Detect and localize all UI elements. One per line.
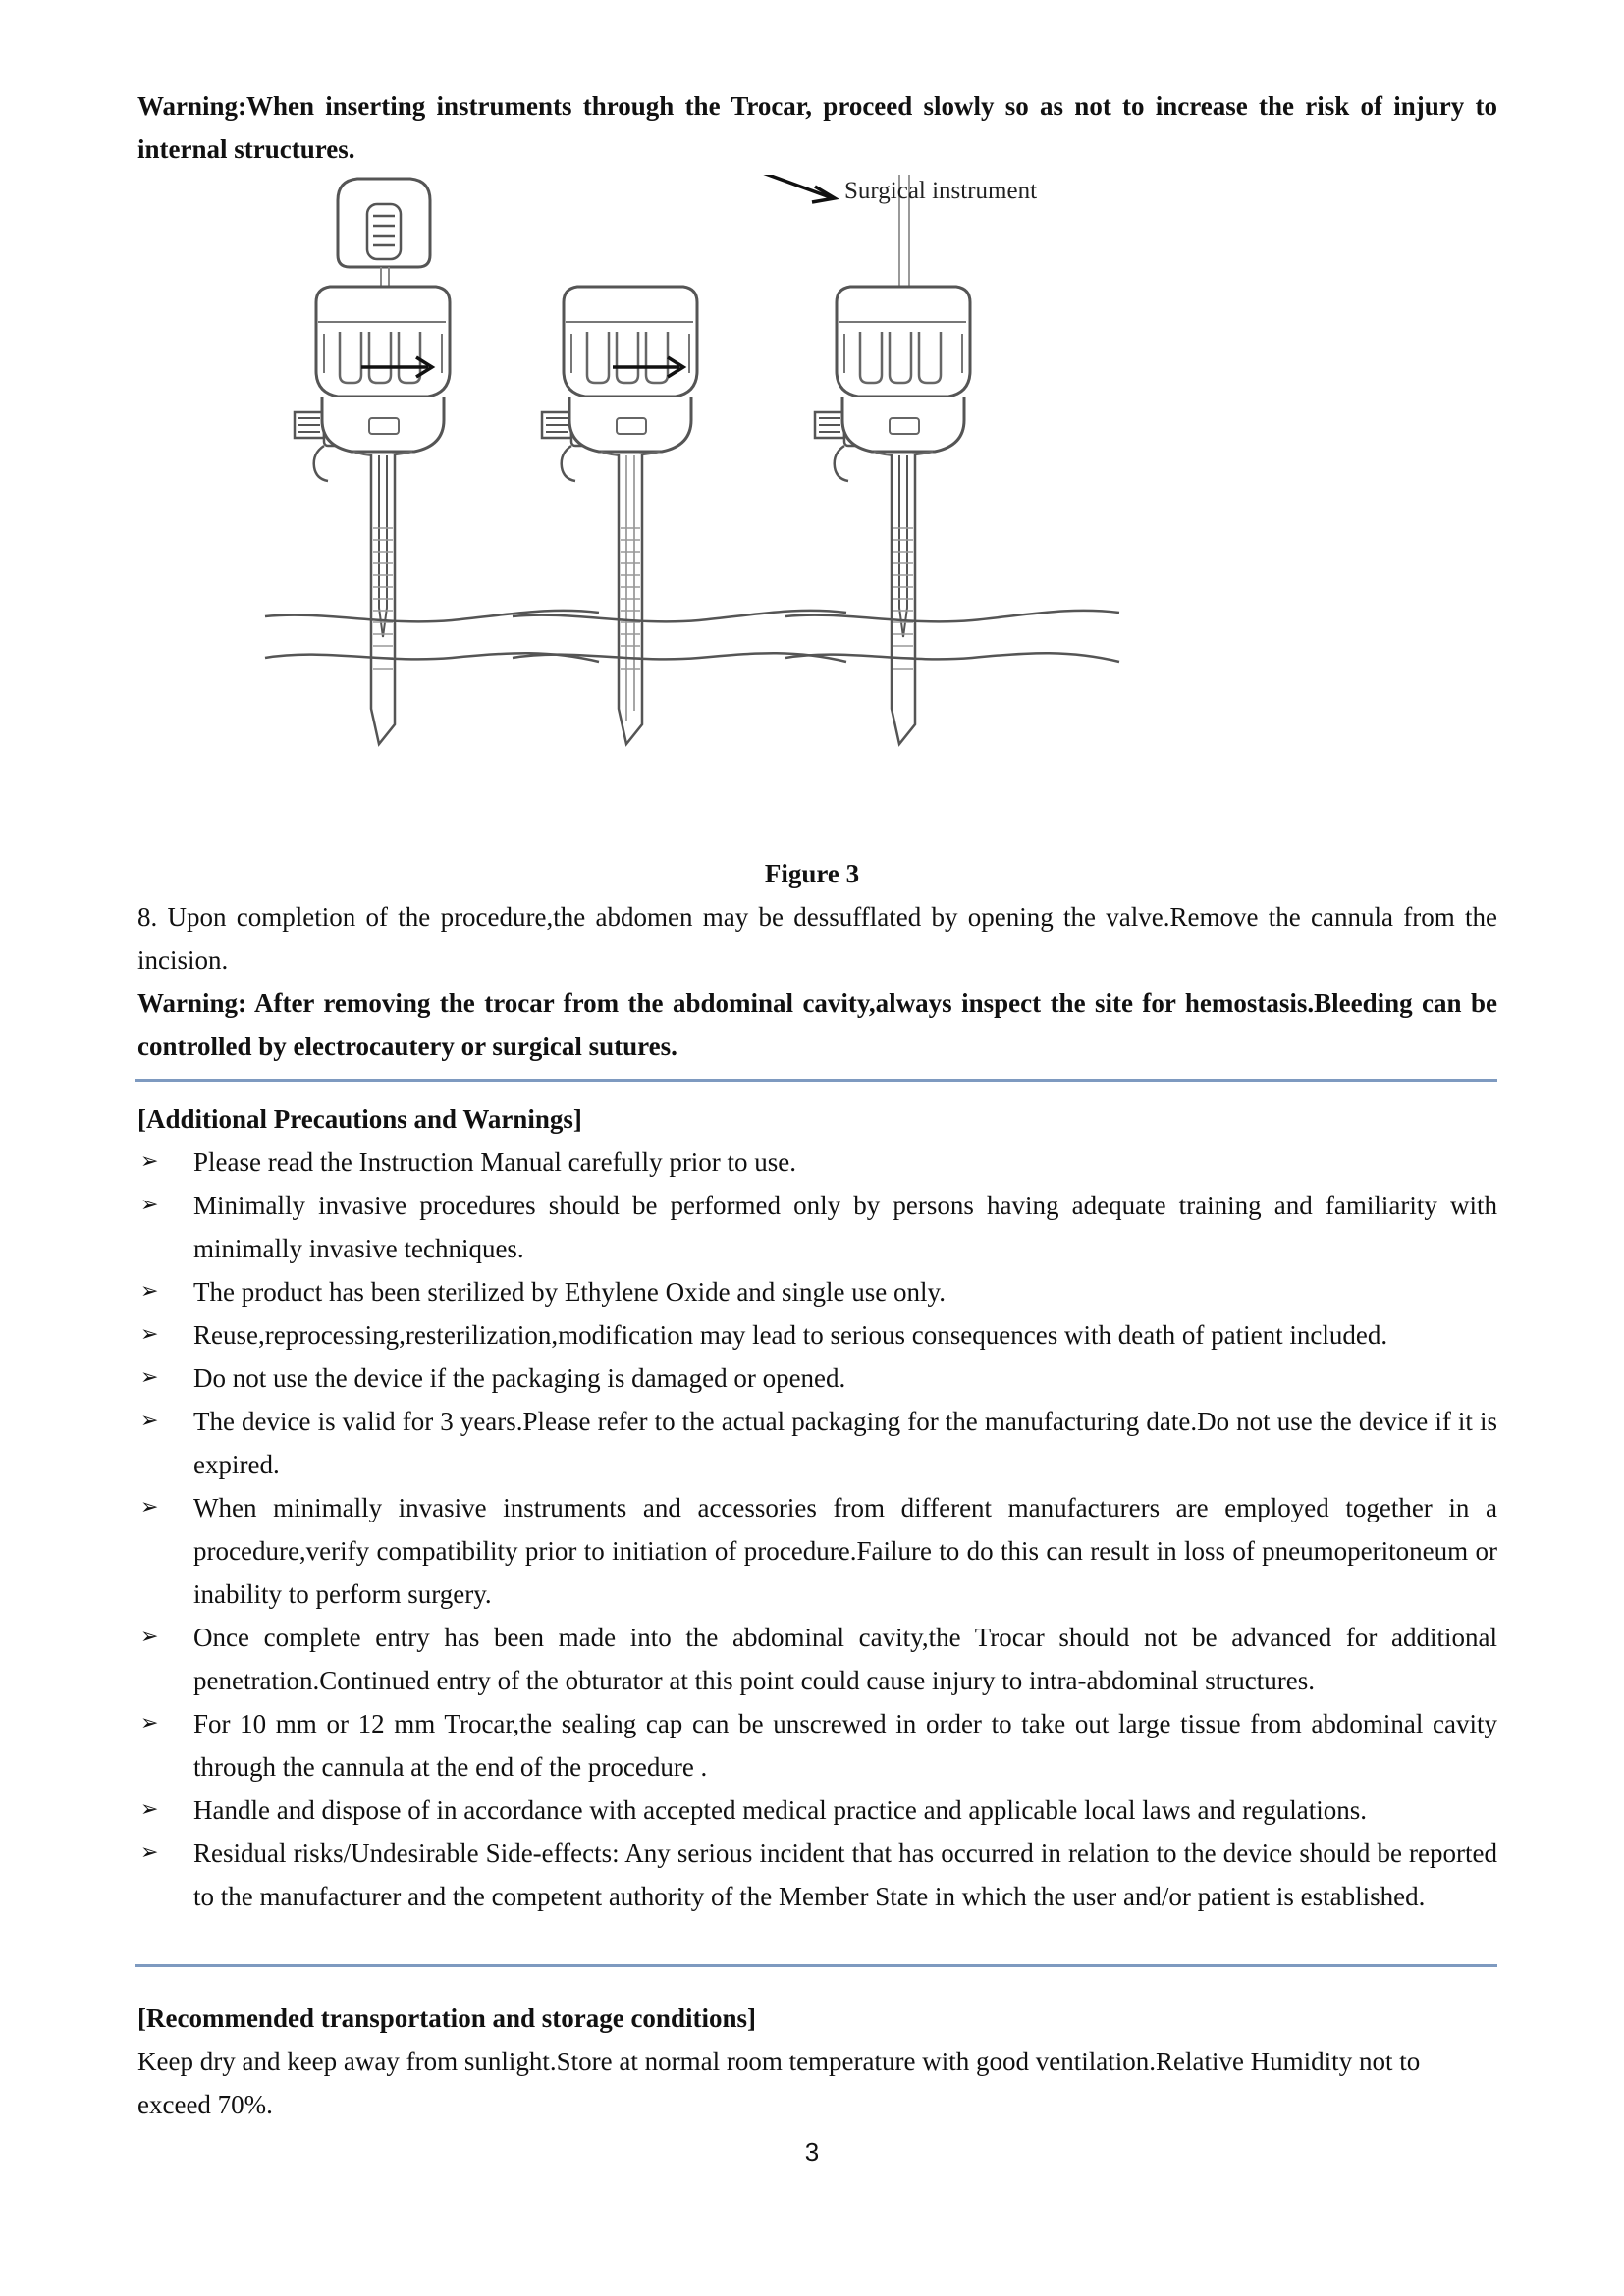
arrow-bullet-icon: ➢ <box>140 1193 159 1217</box>
trocar-diagram <box>226 175 1365 823</box>
section-divider <box>135 1964 1497 1967</box>
list-item <box>137 1313 1497 1357</box>
storage-heading: [Recommended transportation and storage conditions] <box>137 2003 756 2033</box>
arrow-bullet-icon: ➢ <box>140 1797 159 1822</box>
precautions-section <box>137 1097 1497 1918</box>
list-item-text: Minimally invasive procedures should be performed only by persons having adequate training and familiarity with minimally invasive techniques. <box>193 1191 1497 1263</box>
list-item-text: Handle and dispose of in accordance with accepted medical practice and applicable local laws and regulations. <box>193 1795 1367 1825</box>
arrow-bullet-icon: ➢ <box>140 1365 159 1390</box>
list-item-text: The product has been sterilized by Ethylene Oxide and single use only. <box>193 1277 947 1307</box>
list-item <box>137 1486 1497 1616</box>
list-item <box>137 1702 1497 1789</box>
section-divider <box>135 1079 1497 1082</box>
list-item <box>137 1184 1497 1270</box>
step-8-text: 8. Upon completion of the procedure,the abdomen may be dessufflated by opening the valve.Remove the cannula from the incision. <box>137 902 1497 975</box>
arrow-bullet-icon: ➢ <box>140 1409 159 1433</box>
precautions-heading: [Additional Precautions and Warnings] <box>137 1104 582 1134</box>
list-item-text: Please read the Instruction Manual carefully prior to use. <box>193 1148 797 1177</box>
list-item <box>137 1357 1497 1400</box>
figure-3-illustration <box>226 175 1365 823</box>
list-item-text: Reuse,reprocessing,resterilization,modification may lead to serious consequences with death of patient included. <box>193 1320 1388 1350</box>
arrow-bullet-icon: ➢ <box>140 1149 159 1174</box>
arrow-bullet-icon: ➢ <box>140 1841 159 1865</box>
arrow-bullet-icon: ➢ <box>140 1322 159 1347</box>
insertion-warning <box>137 84 1497 171</box>
step-8 <box>137 895 1497 982</box>
trocar-stage-2 <box>513 287 846 744</box>
arrow-bullet-icon: ➢ <box>140 1495 159 1520</box>
removal-warning-text: Warning: After removing the trocar from the abdominal cavity,always inspect the site for hemostasis.Bleeding can be controlled by electrocautery or surgical sutures. <box>137 988 1497 1061</box>
surgical-instrument-label: Surgical instrument <box>844 178 1038 204</box>
list-item <box>137 1400 1497 1486</box>
instrument-label-wrap <box>844 177 1139 206</box>
list-item-text: For 10 mm or 12 mm Trocar,the sealing cap can be unscrewed in order to take out large tissue from abdominal cavity through the cannula at the end of the procedure . <box>193 1709 1497 1782</box>
list-item-text: Residual risks/Undesirable Side-effects: Any serious incident that has occurred in relation to the device should be reported to the manufacturer and the competent authority of the Member State in which the user and/or patient is established. <box>193 1839 1497 1911</box>
insertion-warning-text: Warning:When inserting instruments through the Trocar, proceed slowly so as not to increase the risk of injury to internal structures. <box>137 91 1497 164</box>
list-item-text: Once complete entry has been made into the abdominal cavity,the Trocar should not be advanced for additional penetration.Continued entry of the obturator at this point could cause injury to intra-abdominal structures. <box>193 1623 1497 1695</box>
storage-text: Keep dry and keep away from sunlight.Store at normal room temperature with good ventilation.Relative Humidity not to exceed 70%. <box>137 2047 1421 2119</box>
precautions-list <box>137 1141 1497 1918</box>
list-item <box>137 1141 1497 1184</box>
instrument-pointer-arrow <box>752 175 835 202</box>
list-item-text: When minimally invasive instruments and accessories from different manufacturers are employed together in a procedure,verify compatibility prior to initiation of procedure.Failure to do this can result in loss of pneumoperitoneum or inability to perform surgery. <box>193 1493 1497 1609</box>
page-number: 3 <box>804 2137 820 2166</box>
removal-warning <box>137 982 1497 1068</box>
list-item <box>137 1270 1497 1313</box>
list-item <box>137 1832 1497 1918</box>
arrow-bullet-icon: ➢ <box>140 1711 159 1735</box>
storage-section <box>137 1997 1497 2126</box>
trocar-stage-1 <box>265 179 599 744</box>
arrow-bullet-icon: ➢ <box>140 1279 159 1304</box>
list-item-text: Do not use the device if the packaging is damaged or opened. <box>193 1363 846 1393</box>
arrow-bullet-icon: ➢ <box>140 1625 159 1649</box>
list-item <box>137 1616 1497 1702</box>
list-item <box>137 1789 1497 1832</box>
list-item-text: The device is valid for 3 years.Please refer to the actual packaging for the manufacturing date.Do not use the device if it is expired. <box>193 1407 1497 1479</box>
figure-caption: Figure 3 <box>764 859 860 888</box>
